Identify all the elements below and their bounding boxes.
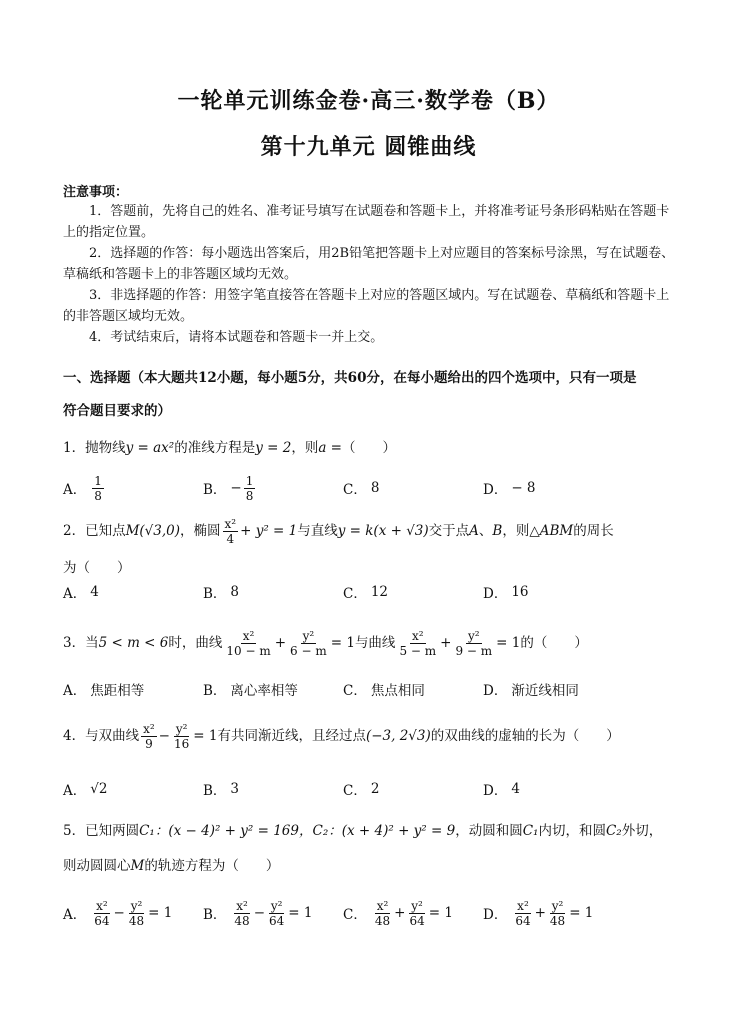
option-b[interactable]: B． 3 bbox=[203, 781, 240, 799]
page-title: 一轮单元训练金卷·高三·数学卷（B） bbox=[177, 88, 560, 114]
option-b[interactable]: B． 8 bbox=[203, 584, 240, 602]
question-4: 4．与双曲线 $\frac{\text{x²}}{9}$ − $\frac{\text{y²}}{16}$ = 1 有共同渐近线，且经过点 (−3, 2√3) 的双曲线的虚轴的长为（ ） bbox=[63, 721, 620, 751]
fraction: $\frac{\text{x²}}{10 - m}$ bbox=[226, 628, 271, 658]
fraction: $\frac{\text{y²}}{6 - m}$ bbox=[290, 628, 327, 658]
note-item-2: 2．选择题的作答：每小题选出答案后，用2B铅笔把答题卡上对应题目的答案标号涂黑，写在试题卷、草稿纸和答题卡上的非答题区域均无效。 bbox=[63, 246, 675, 282]
section-heading-line2: 符合题目要求的） bbox=[63, 403, 171, 419]
fraction: $\frac{\text{x²}}{5 - m}$ bbox=[399, 628, 437, 658]
section-heading-line1: 一、选择题（本大题共12小题，每小题5分，共60分，在每小题给出的四个选项中，只有一项是 bbox=[63, 370, 637, 386]
page-subtitle: 第十九单元 圆锥曲线 bbox=[260, 134, 477, 160]
fraction: $\frac{1}{8}$ bbox=[94, 473, 102, 503]
option-b[interactable]: B． 离心率相等 bbox=[203, 683, 298, 699]
question-5-line2: 则动圆圆心M的轨迹方程为（ ） bbox=[63, 858, 280, 874]
option-c[interactable]: C． 12 bbox=[343, 584, 389, 602]
option-a[interactable]: A． √2 bbox=[63, 781, 108, 799]
fraction: $\frac{\text{y²}}{16}$ bbox=[173, 721, 190, 751]
question-1: 1．抛物线y = ax²的准线方程是y = 2，则a =（ ） bbox=[63, 440, 396, 456]
notes-heading: 注意事项： bbox=[63, 185, 129, 200]
option-a[interactable]: A． $\frac{1}{8}$ bbox=[63, 473, 102, 503]
question-3: 3．当 5 < m < 6 时，曲线 $\frac{\text{x²}}{10 - m}$ + $\frac{\text{y²}}{6 - m}$ = 1 与曲线 $\frac{\text{x²}}{5 - m}$ + $\frac{\text{y²}}{9 - m}$ = 1 的（ ） bbox=[63, 628, 588, 658]
option-d[interactable]: D． $\frac{\text{x²}}{64}$ + $\frac{\text{y²}}{48}$ = 1 bbox=[483, 898, 594, 928]
option-b[interactable]: B． − $\frac{1}{8}$ bbox=[203, 473, 254, 503]
fraction: $\frac{\text{y²}}{9 - m}$ bbox=[455, 628, 493, 658]
option-a[interactable]: A． 焦距相等 bbox=[63, 683, 145, 699]
option-a[interactable]: A． $\frac{\text{x²}}{64}$ − $\frac{\text{y²}}{48}$ = 1 bbox=[63, 898, 173, 928]
note-item-1: 1．答题前，先将自己的姓名、准考证号填写在试题卷和答题卡上，并将准考证号条形码粘贴在答题卡上的指定位置。 bbox=[63, 204, 670, 240]
question-5: 5．已知两圆C₁：(x − 4)² + y² = 169，C₂：(x + 4)² + y² = 9，动圆和圆C₁内切，和圆C₂外切， bbox=[63, 823, 663, 839]
question-5-options bbox=[63, 893, 683, 933]
question-2: 2．已知点 M(√3,0) ，椭圆 $\frac{\text{x²}}{4}$ + y² = 1 与直线 y = k(x + √3) 交于点 A 、 B ，则△ ABM 的周长 bbox=[63, 516, 614, 546]
option-c[interactable]: C． 8 bbox=[343, 480, 380, 498]
question-2-options bbox=[63, 572, 683, 612]
option-d[interactable]: D． − 8 bbox=[483, 480, 536, 498]
option-a[interactable]: A． 4 bbox=[63, 584, 99, 602]
option-d[interactable]: D． 16 bbox=[483, 584, 529, 602]
fraction: $\frac{1}{8}$ bbox=[245, 473, 254, 503]
option-c[interactable]: C． 2 bbox=[343, 781, 380, 799]
question-1-options bbox=[63, 468, 683, 508]
note-item-3: 3．非选择题的作答：用签字笔直接答在答题卡上对应的答题区域内。写在试题卷、草稿纸和答题卡上的非答题区域均无效。 bbox=[63, 288, 670, 324]
question-4-options bbox=[63, 769, 683, 809]
option-d[interactable]: D． 渐近线相同 bbox=[483, 683, 579, 699]
option-c[interactable]: C． 焦点相同 bbox=[343, 683, 425, 699]
option-d[interactable]: D． 4 bbox=[483, 781, 520, 799]
fraction: $\frac{\text{x²}}{4}$ bbox=[224, 516, 237, 546]
option-c[interactable]: C． $\frac{\text{x²}}{48}$ + $\frac{\text{y²}}{64}$ = 1 bbox=[343, 898, 453, 928]
question-2-line2: 为（ ） bbox=[63, 560, 131, 576]
option-b[interactable]: B． $\frac{\text{x²}}{48}$ − $\frac{\text{y²}}{64}$ = 1 bbox=[203, 898, 313, 928]
fraction: $\frac{\text{x²}}{9}$ bbox=[143, 721, 155, 751]
note-item-4: 4．考试结束后，请将本试题卷和答题卡一并上交。 bbox=[89, 330, 384, 345]
question-3-options bbox=[63, 669, 683, 709]
